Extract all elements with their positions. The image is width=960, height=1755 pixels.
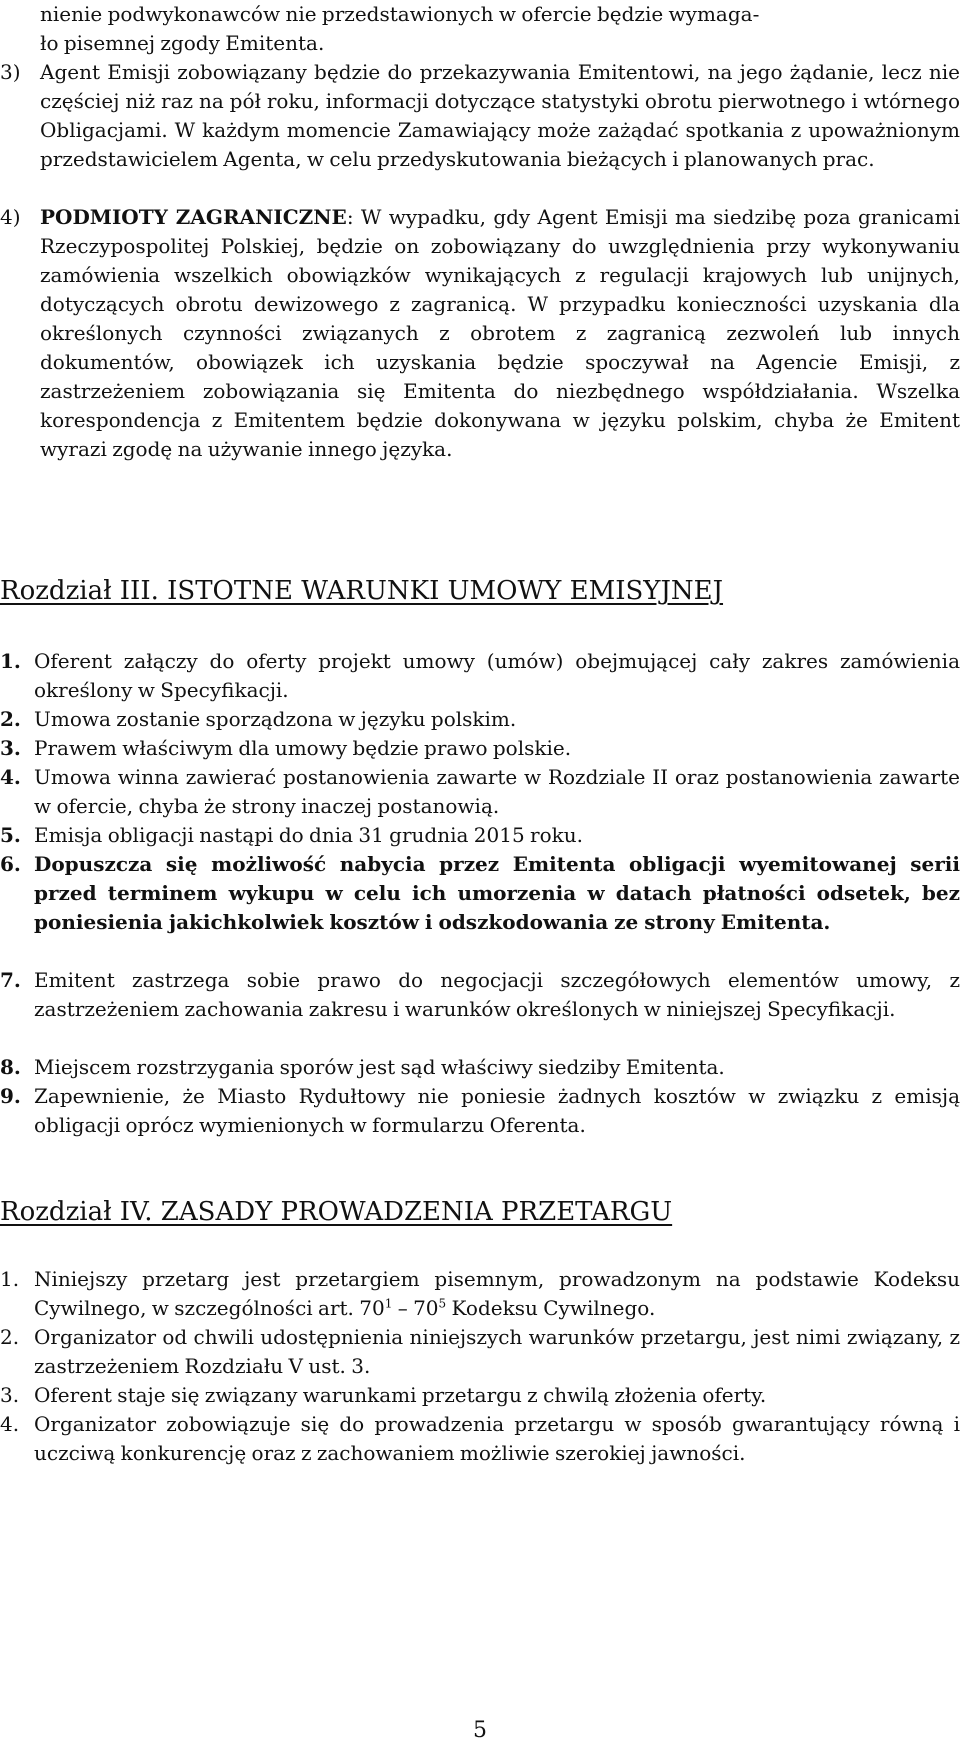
list-item-number: 2. — [0, 707, 21, 731]
list-item — [0, 203, 960, 464]
list-item-text-container — [34, 1265, 960, 1323]
list-item — [0, 647, 960, 705]
list-item-number: 4. — [0, 1412, 20, 1436]
list-item-number: 5. — [0, 823, 21, 847]
list-item-text: Oferent staje się związany warunkami przetargu z chwilą złożenia oferty. — [34, 1383, 767, 1407]
list-item — [0, 763, 960, 821]
continuation-line-2: ło pisemnej zgody Emitenta. — [40, 31, 325, 55]
list-item-number: 4) — [0, 205, 21, 229]
list-item-text: Oferent załączy do oferty projekt umowy (umów) obejmującej cały zakres zamówienia określony w Specyfikacji. — [34, 649, 960, 702]
list-item-text: Dopuszcza się możliwość nabycia przez Emitenta obligacji wyemitowanej serii przed terminem wykupu w celu ich umorzenia w datach płatności odsetek, bez poniesienia jakichkolwiek kosztów i odszkodowania ze strony Emitenta. — [34, 852, 960, 934]
list-item — [0, 966, 960, 1024]
list-item-number: 4. — [0, 765, 21, 789]
list-item-number: 8. — [0, 1055, 21, 1079]
list-item-text: Emitent zastrzega sobie prawo do negocjacji szczegółowych elementów umowy, z zastrzeżeniem zachowania zakresu i warunków określonych w niniejszej Specyfikacji. — [34, 968, 960, 1021]
list-item-number: 9. — [0, 1084, 21, 1108]
continuation-text-2 — [0, 29, 960, 58]
list-item-text: Kodeksu Cywilnego. — [446, 1296, 656, 1320]
list-item-text: Miejscem rozstrzygania sporów jest sąd właściwy siedziby Emitenta. — [34, 1055, 725, 1079]
list-item — [0, 1265, 960, 1323]
list-item — [0, 821, 960, 850]
list-item-text: Umowa zostanie sporządzona w języku polskim. — [34, 707, 517, 731]
list-item — [0, 1381, 960, 1410]
list-item-text: Umowa winna zawierać postanowienia zawarte w Rozdziale II oraz postanowienia zawarte w ofercie, chyba że strony inaczej postanowią. — [34, 765, 960, 818]
chapter-4-heading: Rozdział IV. ZASADY PROWADZENIA PRZETARGU — [0, 1197, 673, 1227]
list-item-text: Niniejszy przetarg jest przetargiem pisemnym, prowadzonym na podstawie Kodeksu Cywilnego, w szczególności art. 70 — [34, 1267, 960, 1320]
list-item-text-container — [40, 203, 960, 464]
continuation-line-1: nienie podwykonawców nie przedstawionych w ofercie będzie wymaga- — [40, 2, 760, 26]
list-item-text: Organizator zobowiązuje się do prowadzenia przetargu w sposób gwarantujący równą i uczciwą konkurencję oraz z zachowaniem możliwie szerokiej jawności. — [34, 1412, 960, 1465]
page-number: 5 — [473, 1718, 487, 1743]
list-item-number: 1. — [0, 1267, 20, 1291]
list-item — [0, 1410, 960, 1468]
list-item — [0, 1323, 960, 1381]
list-item-number: 6. — [0, 852, 21, 876]
list-item-number: 2. — [0, 1325, 20, 1349]
list-item — [0, 734, 960, 763]
list-item-number: 3) — [0, 60, 21, 84]
list-item — [0, 705, 960, 734]
chapter-3-heading: Rozdział III. ISTOTNE WARUNKI UMOWY EMISYJNEJ — [0, 576, 724, 606]
list-item — [0, 58, 960, 174]
list-item — [0, 850, 960, 937]
list-item-number: 3. — [0, 736, 21, 760]
list-item-text: Prawem właściwym dla umowy będzie prawo polskie. — [34, 736, 572, 760]
list-item-number: 7. — [0, 968, 21, 992]
list-item-text: : W wypadku, gdy Agent Emisji ma siedzibę poza granicami Rzeczypospolitej Polskiej, będzie on zobowiązany do uwzględnienia przy wykonywaniu zamówienia wszelkich obowiązków wynikających z regulacji krajowych lub unijnych, dotyczących obrotu dewizowego z zagranicą. W przypadku konieczności uzyskania dla określonych czynności związanych z obrotem z zagranicą zezwoleń lub innych dokumentów, obowiązek ich uzyskania będzie spoczywał na Agencie Emisji, z zastrzeżeniem zobowiązania się Emitenta do niezbędnego współdziałania. Wszelka korespondencja z Emitentem będzie dokonywana w języku polskim, chyba że Emitent wyrazi zgodę na używanie innego języka. — [40, 205, 960, 461]
list-item — [0, 1053, 960, 1082]
superscript: 1 — [384, 1296, 393, 1311]
list-item-number: 3. — [0, 1383, 20, 1407]
list-item-text: – 70 — [392, 1296, 439, 1320]
continuation-text — [0, 0, 960, 29]
list-item-number: 1. — [0, 649, 21, 673]
list-item-text: Zapewnienie, że Miasto Rydułtowy nie poniesie żadnych kosztów w związku z emisją obligacji oprócz wymienionych w formularzu Oferenta. — [34, 1084, 960, 1137]
list-item-text: Agent Emisji zobowiązany będzie do przekazywania Emitentowi, na jego żądanie, lecz nie częściej niż raz na pół roku, informacji dotyczące statystyki obrotu pierwotnego i wtórnego Obligacjami. W każdym momencie Zamawiający może zażądać spotkania z upoważnionym przedstawicielem Agenta, w celu przedyskutowania bieżących i planowanych prac. — [40, 60, 960, 171]
list-item-text: Emisja obligacji nastąpi do dnia 31 grudnia 2015 roku. — [34, 823, 584, 847]
list-item-text: Organizator od chwili udostępnienia niniejszych warunków przetargu, jest nimi związany, z zastrzeżeniem Rozdziału V ust. 3. — [34, 1325, 960, 1378]
list-item — [0, 1082, 960, 1140]
superscript: 5 — [438, 1296, 447, 1311]
list-item-bold-label: PODMIOTY ZAGRANICZNE — [40, 205, 347, 229]
